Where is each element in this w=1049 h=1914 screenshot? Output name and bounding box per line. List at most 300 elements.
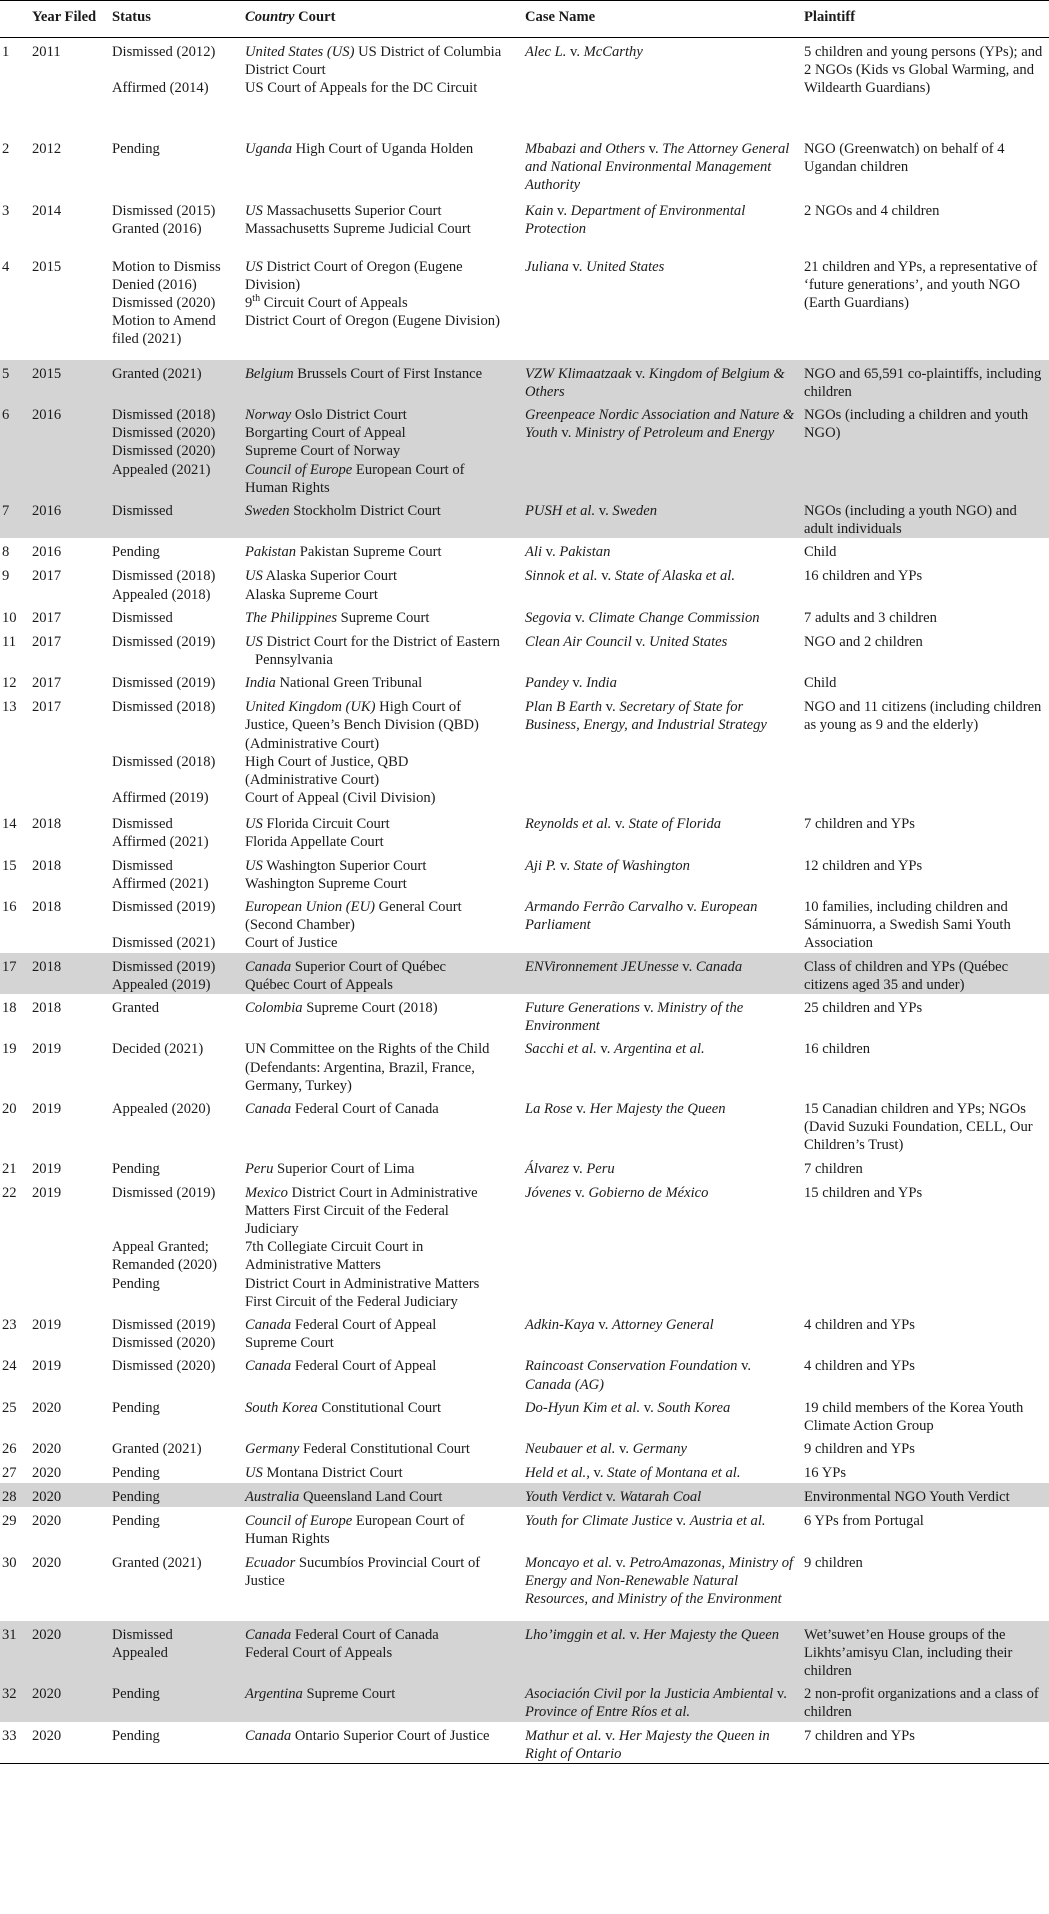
plaintiff-cell: 10 families, including children and Sáminuorra, a Swedish Sami Youth Association — [804, 898, 1011, 952]
court-cell — [241, 1035, 521, 1095]
case-name-cell — [521, 1435, 800, 1459]
status-cell — [108, 497, 241, 538]
year-filed: 2016 — [32, 544, 62, 561]
case-party-b: The Attorney General and National Environmental Management Authority — [525, 140, 790, 193]
case-party-a: Adkin-Kaya — [525, 1317, 595, 1334]
court-name: Superior Court of Québec — [291, 958, 447, 975]
case-versus: v. — [572, 1100, 590, 1117]
court-cell — [241, 1549, 521, 1621]
court-cell — [241, 1179, 521, 1311]
court-line: District Court in Administrative Matters — [245, 1275, 480, 1292]
status-line: Affirmed (2021) — [112, 834, 209, 851]
status-line: Denied (2016) — [112, 276, 197, 293]
court-country: India — [245, 675, 276, 692]
year-filed: 2016 — [28, 497, 108, 538]
court-line — [245, 406, 517, 424]
case-versus: v. — [601, 1727, 619, 1744]
case-party-b: Her Majesty the Queen — [589, 1100, 726, 1117]
court-cell — [241, 135, 521, 197]
year-filed: 2019 — [32, 1358, 62, 1375]
plaintiff-cell: 7 children — [804, 1160, 863, 1177]
status-cell — [108, 135, 241, 197]
case-versus: v. — [568, 675, 587, 692]
status-line: Dismissed — [112, 609, 173, 626]
case-party-b: Watarah Coal — [619, 1489, 702, 1506]
case-versus: v. — [639, 999, 658, 1016]
court-name: Supreme Court (2018) — [302, 999, 438, 1016]
table-row — [0, 1352, 1049, 1393]
table-row — [0, 38, 1049, 135]
status-line: Dismissed (2018) — [112, 568, 216, 585]
table-row — [0, 197, 1049, 253]
year-filed: 2018 — [32, 857, 62, 874]
court-line: Justice — [245, 1572, 285, 1589]
year-filed: 2020 — [32, 1554, 62, 1571]
court-line: District Court — [245, 62, 326, 79]
status-line: Dismissed — [112, 857, 173, 874]
case-name-cell — [521, 135, 800, 197]
case-versus: v. — [597, 568, 615, 585]
status-line: Affirmed (2021) — [112, 875, 209, 892]
status-line: Appealed (2020) — [112, 1100, 211, 1117]
row-number: 13 — [2, 699, 17, 716]
status-line: filed (2021) — [112, 331, 182, 348]
case-name-cell — [521, 1680, 800, 1721]
court-cell — [241, 1680, 521, 1721]
court-line: District Court of Oregon (Eugene Division) — [245, 313, 500, 330]
row-number: 11 — [2, 633, 17, 650]
court-cell — [241, 38, 521, 135]
court-cell — [241, 401, 521, 497]
court-line: (Second Chamber) — [245, 917, 355, 934]
court-cell — [241, 810, 521, 851]
court-country: South Korea — [245, 1399, 318, 1416]
year-filed: 2018 — [28, 953, 108, 994]
court-name: Federal Court of Canada — [291, 1626, 439, 1643]
court-cell — [241, 1483, 521, 1507]
status-line: Affirmed (2014) — [112, 80, 209, 97]
case-party-a: Mathur et al. — [525, 1727, 602, 1744]
court-country: Sweden — [245, 502, 290, 519]
court-line — [245, 202, 517, 220]
case-party-b: Attorney General — [612, 1317, 714, 1334]
case-party-a: Neubauer et al. — [525, 1441, 616, 1458]
case-party-b: Gobierno de México — [588, 1184, 709, 1201]
table-body — [0, 38, 1049, 1764]
year-filed: 2019 — [32, 1160, 62, 1177]
table-row — [0, 1394, 1049, 1435]
year-filed: 2017 — [32, 609, 62, 626]
status-line: Dismissed (2019) — [112, 1317, 216, 1334]
header-case-name: Case Name — [521, 1, 800, 38]
status-cell — [108, 1352, 241, 1393]
court-line — [245, 698, 517, 716]
case-name-cell — [521, 562, 800, 603]
case-versus: v. — [542, 544, 560, 561]
case-party-a: Future Generations — [525, 999, 640, 1016]
case-party-b: Austria et al. — [689, 1513, 766, 1530]
case-party-b: PetroAmazonas, Ministry of Energy and Non-Renewable Natural Resources, and Ministry of the Environment — [525, 1554, 794, 1608]
status-line: Appealed (2018) — [112, 586, 211, 603]
row-number: 27 — [2, 1465, 17, 1482]
status-line: Dismissed — [112, 502, 173, 519]
plaintiff-cell: 4 children and YPs — [804, 1358, 915, 1375]
row-number: 20 — [2, 1100, 17, 1117]
case-name-cell — [521, 994, 800, 1035]
court-country: The Philippines — [245, 609, 338, 626]
case-party-a: Lho’imggin et al. — [525, 1626, 626, 1643]
status-cell — [108, 994, 241, 1035]
plaintiff-cell: 12 children and YPs — [804, 857, 923, 874]
court-line: (Administrative Court) — [245, 771, 380, 788]
status-line: Dismissed (2015) — [112, 202, 216, 219]
court-line — [245, 999, 517, 1017]
court-name: Pakistan Supreme Court — [296, 544, 442, 561]
case-versus: v. — [631, 365, 649, 382]
year-filed: 2018 — [32, 898, 62, 915]
court-line — [245, 502, 517, 520]
court-line — [245, 43, 517, 61]
court-line — [245, 857, 517, 875]
court-cell — [241, 1621, 521, 1681]
status-line: Decided (2021) — [112, 1041, 204, 1058]
court-cell — [241, 1095, 521, 1155]
status-line — [112, 716, 237, 734]
case-party-a: Álvarez — [525, 1160, 570, 1177]
status-line: Dismissed (2019) — [112, 675, 216, 692]
court-line: Human Rights — [245, 479, 330, 496]
case-versus: v. — [602, 699, 620, 716]
case-name-cell — [521, 1722, 800, 1764]
status-line: Pending — [112, 1275, 160, 1292]
year-filed: 2020 — [28, 1680, 108, 1721]
case-versus: v. — [568, 258, 587, 275]
case-party-b: Province of Entre Ríos et al. — [525, 1704, 691, 1721]
case-versus: v. — [737, 1358, 752, 1375]
status-line: Affirmed (2019) — [112, 790, 209, 807]
case-party-a: Moncayo et al. — [525, 1554, 613, 1571]
court-line: Court of Justice — [245, 935, 338, 952]
table-row — [0, 538, 1049, 562]
status-line — [112, 771, 237, 789]
table-row — [0, 669, 1049, 693]
case-name-cell — [521, 497, 800, 538]
case-name-cell — [521, 1507, 800, 1548]
status-line: Pending — [112, 1160, 160, 1177]
court-name: Stockholm District Court — [289, 502, 441, 519]
year-filed: 2020 — [28, 1621, 108, 1681]
case-name-cell — [521, 1179, 800, 1311]
status-cell — [108, 1179, 241, 1311]
court-cell — [241, 893, 521, 953]
case-versus: v. — [557, 425, 576, 442]
row-number: 15 — [2, 857, 17, 874]
case-party-a: Aji P. — [525, 857, 557, 874]
status-cell — [108, 669, 241, 693]
case-party-a: Juliana — [525, 258, 569, 275]
year-filed: 2019 — [32, 1317, 62, 1334]
court-country: US — [245, 568, 263, 585]
table-row — [0, 1155, 1049, 1179]
row-number: 31 — [0, 1621, 28, 1681]
court-cell — [241, 253, 521, 360]
court-country: Canada — [245, 958, 292, 975]
court-line: First Circuit of the Federal Judiciary — [245, 1293, 458, 1310]
status-line: Dismissed (2018) — [112, 406, 216, 423]
table-row — [0, 893, 1049, 953]
court-name: District Court in Administrative — [287, 1184, 478, 1201]
court-line: Massachusetts Supreme Judicial Court — [245, 220, 471, 237]
status-line: Appealed (2021) — [112, 461, 211, 478]
case-name-cell — [521, 1311, 800, 1352]
year-filed: 2020 — [28, 1483, 108, 1507]
table-row — [0, 497, 1049, 538]
status-line: Pending — [112, 1513, 160, 1530]
court-country: US — [245, 202, 263, 219]
court-country: US — [245, 258, 263, 275]
status-line — [112, 1220, 237, 1238]
court-cell — [241, 1352, 521, 1393]
row-number: 16 — [2, 898, 17, 915]
status-line: Dismissed (2020) — [112, 443, 216, 460]
case-party-a: Alec L. — [525, 44, 567, 60]
case-party-a: Jóvenes — [525, 1184, 572, 1201]
status-cell — [108, 852, 241, 893]
status-cell — [108, 38, 241, 135]
table-row — [0, 1483, 1049, 1507]
case-versus: v. — [773, 1686, 787, 1703]
court-country: United States (US) — [245, 44, 355, 60]
year-filed: 2016 — [28, 401, 108, 497]
case-versus: v. — [571, 1184, 589, 1201]
court-name: Ontario Superior Court of Justice — [291, 1727, 490, 1744]
case-party-a: Greenpeace Nordic Association and Nature & Youth — [525, 406, 795, 442]
row-number: 10 — [2, 609, 17, 626]
table-row — [0, 1722, 1049, 1764]
court-name: Florida Circuit Court — [262, 816, 390, 833]
status-cell — [108, 1483, 241, 1507]
year-filed: 2017 — [32, 633, 62, 650]
court-cell — [241, 538, 521, 562]
court-line — [245, 1399, 517, 1417]
court-line: 7th Collegiate Circuit Court in — [245, 1239, 424, 1256]
case-name-cell — [521, 693, 800, 810]
row-number: 5 — [0, 360, 28, 401]
table-row — [0, 693, 1049, 810]
case-party-b: Ministry of the Environment — [525, 999, 744, 1035]
court-line — [245, 958, 517, 976]
court-line — [245, 365, 517, 383]
status-line: Motion to Dismiss — [112, 258, 221, 275]
court-line: High Court of Justice, QBD — [245, 753, 409, 770]
year-filed: 2018 — [32, 999, 62, 1016]
year-filed: 2017 — [32, 675, 62, 692]
case-versus: v. — [569, 1160, 587, 1177]
plaintiff-cell: 19 child members of the Korea Youth Climate Action Group — [804, 1399, 1024, 1435]
court-country: Canada — [245, 1317, 292, 1334]
plaintiff-cell: 9 children — [804, 1554, 863, 1571]
court-name: 9 — [245, 294, 253, 311]
court-name: US District of Columbia — [354, 44, 502, 60]
case-party-b: Sweden — [612, 502, 658, 519]
court-line — [245, 1184, 517, 1202]
plaintiff-cell: 2 non-profit organizations and a class of children — [800, 1680, 1049, 1721]
status-cell — [108, 197, 241, 253]
case-party-a: Clean Air Council — [525, 633, 632, 650]
row-number: 12 — [2, 675, 17, 692]
court-country: Peru — [245, 1160, 274, 1177]
case-versus: v. — [595, 502, 613, 519]
case-name-cell — [521, 538, 800, 562]
court-cell — [241, 1394, 521, 1435]
case-party-a: PUSH et al. — [525, 502, 596, 519]
court-country: Canada — [245, 1727, 292, 1744]
case-party-a: Raincoast Conservation Foundation — [525, 1358, 738, 1375]
status-line: Dismissed (2020) — [112, 1358, 216, 1375]
court-line — [245, 461, 517, 479]
plaintiff-cell: 7 children and YPs — [800, 1722, 1049, 1764]
status-line: Pending — [112, 140, 160, 157]
case-party-b: India — [586, 675, 617, 692]
case-name-cell — [521, 628, 800, 669]
court-name: Federal Court of Appeal — [291, 1317, 437, 1334]
status-cell — [108, 1311, 241, 1352]
court-cell — [241, 994, 521, 1035]
plaintiff-cell: 21 children and YPs, a representative of ‘future generations’, and youth NGO (Earth Guardians) — [804, 258, 1038, 311]
case-name-cell — [521, 1155, 800, 1179]
status-line: Pending — [112, 1727, 160, 1744]
court-line: Québec Court of Appeals — [245, 976, 393, 993]
court-line — [245, 609, 517, 627]
year-filed: 2019 — [32, 1184, 62, 1201]
court-country: Council of Europe — [245, 461, 353, 478]
court-cell — [241, 1155, 521, 1179]
case-party-a: ENVironnement JEUnesse — [525, 958, 679, 975]
court-line: Supreme Court — [245, 1335, 334, 1352]
year-filed: 2012 — [32, 140, 62, 157]
table-row — [0, 604, 1049, 628]
status-cell — [108, 628, 241, 669]
row-number: 22 — [2, 1184, 17, 1201]
court-line — [245, 1685, 517, 1703]
court-line: Court of Appeal (Civil Division) — [245, 790, 436, 807]
status-line: Appealed — [112, 1644, 168, 1661]
court-line — [245, 815, 517, 833]
court-line: Matters First Circuit of the Federal — [245, 1202, 449, 1219]
row-number: 14 — [2, 816, 17, 833]
court-cell — [241, 628, 521, 669]
case-name-cell — [521, 852, 800, 893]
status-line: Dismissed (2019) — [112, 958, 216, 975]
status-line: Granted (2016) — [112, 220, 202, 237]
plaintiff-cell: 4 children and YPs — [804, 1317, 915, 1334]
status-line: Pending — [112, 1399, 160, 1416]
year-filed: 2014 — [32, 202, 62, 219]
case-party-a: La Rose — [525, 1100, 573, 1117]
court-name: Constitutional Court — [317, 1399, 442, 1416]
court-cell — [241, 497, 521, 538]
status-line: Dismissed — [112, 816, 173, 833]
status-cell — [108, 538, 241, 562]
plaintiff-cell: NGOs (including a children and youth NGO) — [800, 401, 1049, 497]
court-name: Oslo District Court — [291, 406, 407, 423]
row-number: 18 — [2, 999, 17, 1016]
status-cell — [108, 1035, 241, 1095]
court-line: Division) — [245, 276, 301, 293]
court-line: Washington Supreme Court — [245, 875, 407, 892]
court-cell — [241, 1507, 521, 1548]
case-name-cell — [521, 1483, 800, 1507]
court-name: Circuit Court of Appeals — [260, 294, 408, 311]
plaintiff-cell: 2 NGOs and 4 children — [804, 202, 940, 219]
status-line: Granted (2021) — [112, 1554, 202, 1571]
court-country: Germany — [245, 1441, 300, 1458]
court-line: (Defendants: Argentina, Brazil, France, — [245, 1059, 475, 1076]
court-line — [245, 1626, 517, 1644]
plaintiff-cell: 9 children and YPs — [804, 1441, 915, 1458]
court-line — [245, 1727, 517, 1745]
table-row — [0, 360, 1049, 401]
table-row — [0, 135, 1049, 197]
case-party-a: Segovia — [525, 609, 572, 626]
table-row — [0, 401, 1049, 497]
case-party-b: United States — [586, 258, 665, 275]
court-country: Mexico — [245, 1184, 288, 1201]
header-court-country: Country — [245, 9, 295, 25]
table-row — [0, 810, 1049, 851]
case-party-a: Reynolds et al. — [525, 816, 612, 833]
status-cell — [108, 1549, 241, 1621]
court-cell — [241, 562, 521, 603]
plaintiff-cell: 15 children and YPs — [804, 1184, 923, 1201]
case-versus: v. — [594, 1317, 613, 1334]
case-party-b: Canada — [695, 958, 743, 975]
status-line: Appeal Granted; — [112, 1239, 209, 1256]
status-cell — [108, 953, 241, 994]
status-cell — [108, 604, 241, 628]
case-party-b: South Korea — [657, 1399, 731, 1416]
year-filed: 2015 — [28, 360, 108, 401]
case-name-cell — [521, 1621, 800, 1681]
plaintiff-cell: NGO and 2 children — [804, 633, 923, 650]
status-line — [112, 61, 237, 79]
case-versus: v. — [566, 44, 584, 60]
court-line — [245, 1464, 517, 1482]
court-line — [245, 1100, 517, 1118]
court-country: US — [245, 816, 263, 833]
case-party-b: Pakistan — [559, 544, 611, 561]
status-line: Pending — [112, 1465, 160, 1482]
court-line: Florida Appellate Court — [245, 834, 384, 851]
court-line — [245, 1316, 517, 1334]
row-number: 9 — [2, 568, 10, 585]
court-country: Canada — [245, 1358, 292, 1375]
court-name: District Court for the District of Eastern — [262, 633, 500, 650]
case-name-cell — [521, 1459, 800, 1483]
plaintiff-cell: NGOs (including a youth NGO) and adult individuals — [800, 497, 1049, 538]
court-cell — [241, 852, 521, 893]
status-line: Pending — [112, 1489, 160, 1506]
case-party-b: McCarthy — [583, 44, 643, 60]
row-number: 24 — [2, 1358, 17, 1375]
court-country: Pakistan — [245, 544, 297, 561]
plaintiff-cell: 6 YPs from Portugal — [804, 1513, 924, 1530]
status-cell — [108, 401, 241, 497]
court-name: Supreme Court — [337, 609, 430, 626]
case-party-b: State of Florida — [628, 816, 722, 833]
status-line: Pending — [112, 1686, 160, 1703]
court-country: United Kingdom (UK) — [245, 699, 376, 716]
